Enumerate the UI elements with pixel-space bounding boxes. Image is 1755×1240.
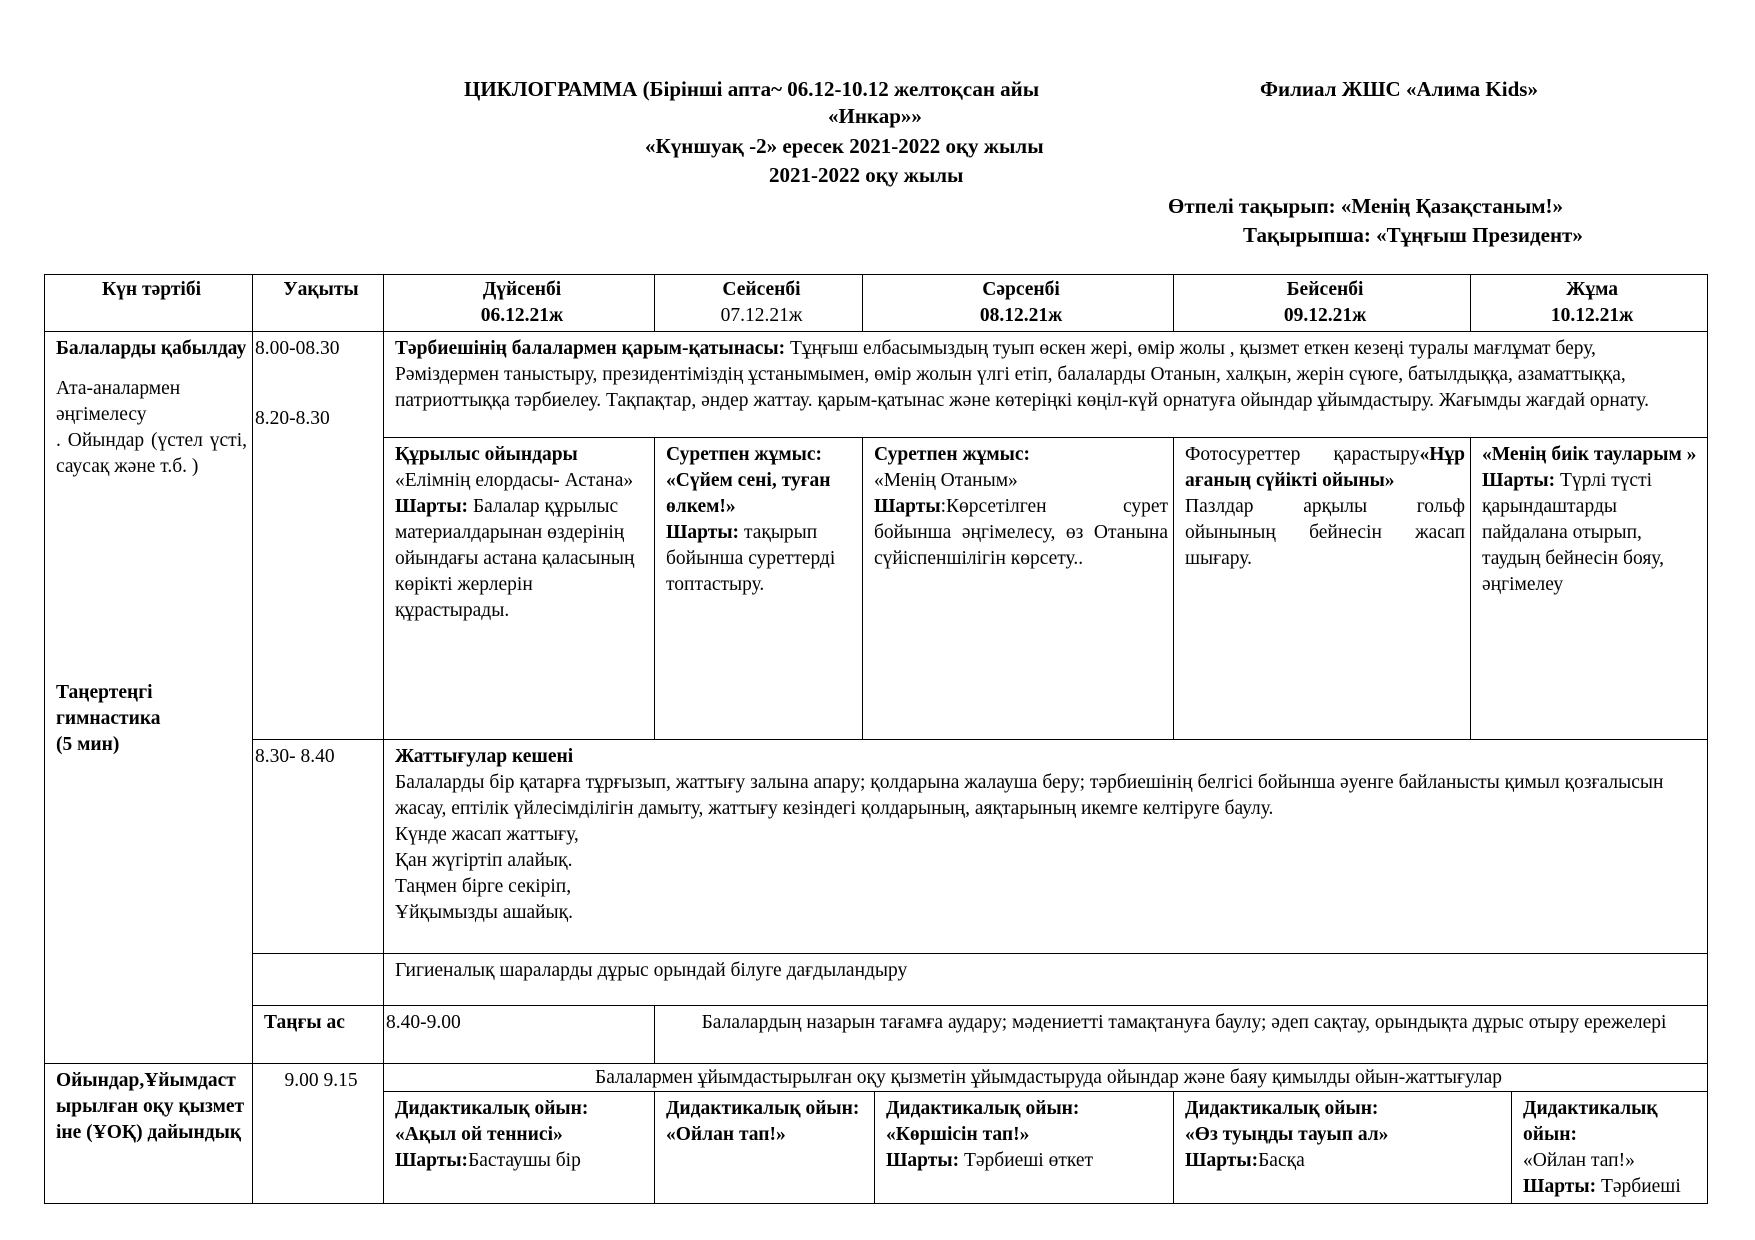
tuesday-activity-title-2: «Сүйем сені, туған өлкем!»	[666, 470, 831, 517]
communication-title: Тәрбиешінің балалармен қарым-қатынасы:	[395, 338, 786, 359]
breakfast-row	[45, 1006, 1708, 1064]
prep-summary: Балалармен ұйымдастырылған оқу қызметін ұйымдастыруда ойындар және баяу қимылды ойын-жаттығулар	[384, 1064, 1708, 1092]
prep-friday-game: «Ойлан тап!»	[1523, 1150, 1635, 1171]
exercise-cell	[384, 740, 1708, 954]
prep-wednesday-rule: Тәрбиеші өткет	[959, 1150, 1094, 1171]
thursday-activity-title: «Нұр ағаның сүйікті ойыны»	[1185, 444, 1466, 491]
prep-monday-rule-label: Шарты:	[395, 1150, 469, 1171]
reception-time-cell	[253, 332, 384, 740]
school-year: 2021-2022 оқу жылы	[769, 163, 964, 187]
cyclogram-table	[44, 274, 1708, 1204]
col-monday	[384, 275, 655, 332]
prep-tuesday	[655, 1092, 875, 1204]
exercise-title: Жаттығулар кешені	[395, 746, 574, 767]
prep-thursday-rule-label: Шарты:	[1185, 1150, 1259, 1171]
prep-label: Ойындар,Ұйымдастырылған оқу қызметіне (ҰОҚ) дайындық	[45, 1064, 253, 1204]
poem-line-1: Күнде жасап жаттығу,	[395, 824, 579, 845]
breakfast-label: Таңғы ас	[253, 1006, 384, 1064]
group-year: «Күншуақ -2» ересек 2021-2022 оқу жылы	[645, 134, 1044, 158]
header-row	[45, 275, 1708, 332]
hygiene-text: Гигиеналық шараларды дұрыс орындай білуге дағдыландыру	[395, 960, 908, 981]
prep-friday-title: Дидактикалық ойын:	[1523, 1098, 1658, 1145]
prep-monday-rule: Бастаушы бір	[468, 1150, 581, 1171]
prep-tuesday-title: Дидактикалық ойын:	[666, 1098, 860, 1119]
wednesday-rule: :Көрсетілген сурет бойынша әңгімелесу, өз Отанына сүйіспеншілігін көрсету..	[874, 496, 1169, 569]
prep-wednesday	[875, 1092, 1174, 1204]
thursday-date: 09.12.21ж	[1283, 305, 1367, 326]
parents-talk-label: Ата-аналармен әңгімелесу	[56, 378, 181, 425]
hygiene-row	[45, 954, 1708, 1006]
prep-tuesday-game: «Ойлан тап!»	[666, 1124, 786, 1145]
monday-activity-text: «Елімнің елордасы- Астана»	[395, 470, 634, 491]
prep-thursday-game: «Өз туыңды тауып ал»	[1185, 1124, 1389, 1145]
prep-thursday-title: Дидактикалық ойын:	[1185, 1098, 1379, 1119]
thursday-rule: Пазлдар арқылы гольф ойынының бейнесін жасап шығару.	[1185, 496, 1466, 569]
friday-activity-title: «Менің биік тауларым »	[1482, 444, 1697, 465]
prep-thursday	[1174, 1092, 1512, 1204]
doc-title: ЦИКЛОГРАММА (Бірінші апта~ 06.12-10.12 желтоқсан айы	[464, 77, 1040, 101]
col-thursday	[1174, 275, 1471, 332]
prep-monday	[384, 1092, 655, 1204]
prep-monday-game: «Ақыл ой теннисі»	[395, 1124, 563, 1145]
games-label: . Ойындар (үстел үсті, саусақ және т.б. )	[56, 430, 247, 477]
thursday-label: Бейсенбі	[1286, 279, 1364, 300]
friday-rule-label: Шарты:	[1482, 470, 1556, 491]
friday-label: Жұма	[1566, 279, 1618, 300]
monday-activity	[384, 438, 655, 740]
wednesday-rule-label: Шарты	[874, 496, 941, 517]
prep-friday-rule: Тәрбиеші	[1596, 1176, 1681, 1197]
reception-time-2: 8.20-8.30	[255, 408, 330, 429]
communication-cell	[384, 332, 1708, 438]
col-wednesday	[863, 275, 1174, 332]
gymnastics-label: Таңертеңгі гимнастика	[56, 682, 161, 729]
monday-rule: Балалар құрылыс материалдарынан өздерінің ойындағы астана қаласының көрікті жерлерін құрастырады.	[395, 496, 635, 621]
poem-line-3: Таңмен бірге секіріп,	[395, 876, 572, 897]
reception-label-cell	[45, 332, 253, 1064]
wednesday-label: Сәрсенбі	[982, 279, 1060, 300]
subtopic: Тақырыпша: «Тұңғыш Президент»	[1243, 223, 1583, 247]
prep-wednesday-rule-label: Шарты:	[886, 1150, 960, 1171]
prep-wednesday-title: Дидактикалық ойын:	[886, 1098, 1080, 1119]
tuesday-label: Сейсенбі	[722, 279, 801, 300]
tuesday-activity	[655, 438, 863, 740]
col-friday	[1471, 275, 1708, 332]
tuesday-rule: тақырып бойынша суреттерді топтастыру.	[666, 522, 836, 595]
prep-friday-rule-label: Шарты:	[1523, 1176, 1597, 1197]
hygiene-time	[253, 954, 384, 1006]
prep-friday	[1512, 1092, 1708, 1204]
wednesday-activity-text: «Менің Отаным»	[874, 470, 1018, 491]
exercise-row	[45, 740, 1708, 954]
col-time: Уақыты	[253, 275, 384, 332]
prep-monday-title: Дидактикалық ойын:	[395, 1098, 589, 1119]
friday-date: 10.12.21ж	[1550, 305, 1634, 326]
reception-row-1	[45, 332, 1708, 438]
breakfast-text: Балалардың назарын тағамға аудару; мәдениетті тамақтануға баулу; әдеп сақтау, орындықта дұрыс отыру ережелері	[655, 1006, 1708, 1064]
prep-wednesday-game: «Көршісін тап!»	[886, 1124, 1030, 1145]
breakfast-time: 8.40-9.00	[384, 1006, 655, 1064]
col-tuesday	[655, 275, 863, 332]
exercise-time: 8.30- 8.40	[253, 740, 384, 954]
wednesday-activity	[863, 438, 1174, 740]
transition-topic: Өтпелі тақырып: «Менің Қазақстаным!»	[1168, 194, 1564, 218]
wednesday-activity-title: Суретпен жұмыс:	[874, 444, 1030, 465]
monday-date: 06.12.21ж	[480, 305, 564, 326]
prep-time: 9.00 9.15	[253, 1064, 384, 1204]
gymnastics-duration: (5 мин)	[56, 734, 120, 755]
col-schedule: Күн тәртібі	[45, 275, 253, 332]
tuesday-rule-label: Шарты:	[666, 522, 740, 543]
group-name: «Инкар»»	[828, 104, 922, 128]
communication-text: Тұңғыш елбасымыздың туып өскен жері, өмір жолы , қызмет еткен кезеңі туралы мағлұмат беру, Рәміздермен таныстыру, президентіміздің ұстанымымен, өмір жолын үлгі етіп, балаларды Отанын, халқын, жерін сүюге, батылдыққа, азаматтыққа, патриоттыққа тәрбиелеу. Тақпақтар, әндер жаттау. қарым-қатынас және көтеріңкі көңіл-күй орнатуға ойындар ұйымдастыру. Жағымды жағдай орнату.	[395, 338, 1649, 411]
exercise-text: Балаларды бір қатарға тұрғызып, жаттығу залына апару; қолдарына жалауша беру; тәрбиешінің белгісі бойынша әуенге байланысты қимыл қозғалысын жасау, ептілік үйлесімділігін дамыту, жаттығу кезіндегі қолдарының, аяқтарының икемге келтіруге баулу.	[395, 772, 1664, 819]
poem-line-4: Ұйқымызды ашайық.	[395, 902, 573, 923]
thursday-activity	[1174, 438, 1471, 740]
reception-label: Балаларды қабылдау	[56, 338, 247, 359]
monday-rule-label: Шарты:	[395, 496, 469, 517]
friday-activity	[1471, 438, 1708, 740]
hygiene-cell	[384, 954, 1708, 1006]
reception-time-1: 8.00-08.30	[255, 338, 340, 359]
prep-row-1	[45, 1064, 1708, 1092]
poem-line-2: Қан жүгіртіп алайық.	[395, 850, 573, 871]
wednesday-date: 08.12.21ж	[979, 305, 1063, 326]
branch-name: Филиал ЖШС «Алима Kids»	[1260, 77, 1538, 101]
friday-rule: Түрлі түсті қарындаштарды пайдалана отырып, таудың бейнесін бояу, әңгімелеу	[1482, 470, 1664, 595]
tuesday-activity-title: Суретпен жұмыс:	[666, 444, 822, 465]
tuesday-date: 07.12.21ж	[720, 305, 803, 326]
monday-label: Дүйсенбі	[482, 279, 562, 300]
thursday-activity-text: Фотосуреттер қарастыру	[1185, 444, 1420, 465]
monday-activity-title: Құрылыс ойындары	[395, 444, 578, 465]
prep-thursday-rule: Басқа	[1258, 1150, 1305, 1171]
